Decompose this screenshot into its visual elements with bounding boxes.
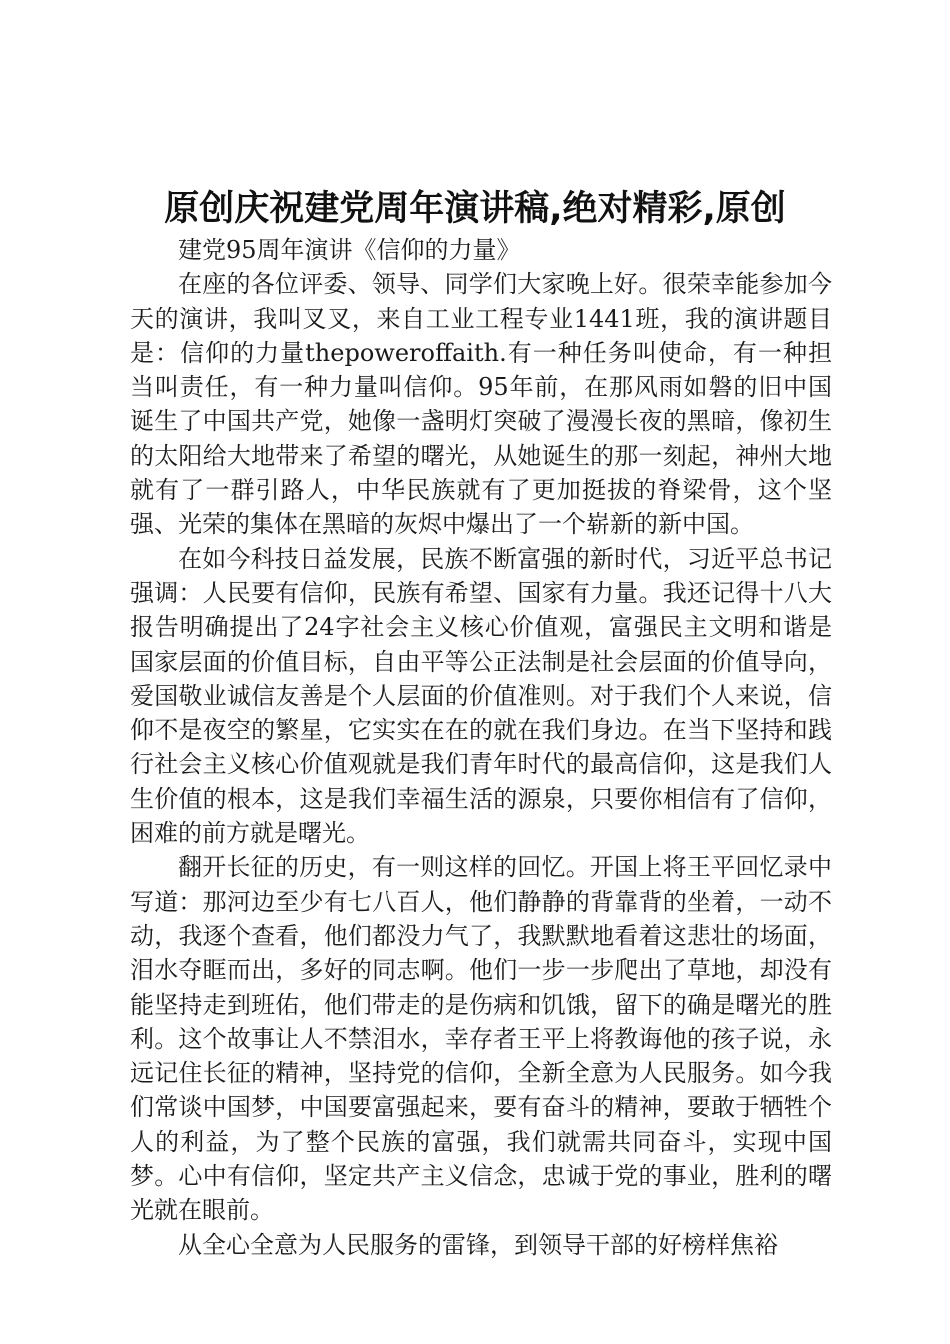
paragraph-4: 从全心全意为人民服务的雷锋，到领导干部的好榜样焦裕: [178, 1230, 778, 1259]
document-subtitle: 建党95周年演讲《信仰的力量》: [178, 236, 521, 264]
paragraph-2: 在如今科技日益发展，民族不断富强的新时代，习近平总书记强调：人民要有信仰，民族有希望、国家有力量。我还记得十八大报告明确提出了24字社会主义核心价值观，富强民主文明和谐是国家层面的价值目标，自由平等公正法制是社会层面的价值导向，爱国敬业诚信友善是个人层面的价值准则。对于我们个人来说，信仰不是夜空的繁星，它实实在在的就在我们身边。在当下坚持和践行社会主义核心价值观就是我们青年时代的最高信仰，这是我们人生价值的根本，这是我们幸福生活的源泉，只要你相信有了信仰，困难的前方就是曙光。: [130, 544, 832, 848]
paragraph-1: 在座的各位评委、领导、同学们大家晚上好。很荣幸能参加今天的演讲，我叫叉叉，来自工业工程专业1441班，我的演讲题目是：信仰的力量thepoweroffaith.有一种任务叫使命，有一种担当叫责任，有一种力量叫信仰。95年前，在那风雨如磐的旧中国诞生了中国共产党，她像一盏明灯突破了漫漫长夜的黑暗，像初生的太阳给大地带来了希望的曙光，从她诞生的那一刻起，神州大地就有了一群引路人，中华民族就有了更加挺拔的脊梁骨，这个坚强、光荣的集体在黑暗的灰烬中爆出了一个崭新的新中国。: [130, 270, 832, 539]
document-title: 原创庆祝建党周年演讲稿,绝对精彩,原创: [164, 189, 786, 229]
paragraph-3: 翻开长征的历史，有一则这样的回忆。开国上将王平回忆录中写道：那河边至少有七八百人，他们静静的背靠背的坐着，一动不动，我逐个查看，他们都没力气了，我默默地看着这悲壮的场面，泪水夺眶而出，多好的同志啊。他们一步一步爬出了草地，却没有能坚持走到班佑，他们带走的是伤病和饥饿，留下的确是曙光的胜利。这个故事让人不禁泪水，幸存者王平上将教诲他的孩子说，永远记住长征的精神，坚持党的信仰，全新全意为人民服务。如今我们常谈中国梦，中国要富强起来，要有奋斗的精神，要敢于牺牲个人的利益，为了整个民族的富强，我们就需共同奋斗，实现中国梦。心中有信仰，坚定共产主义信念，忠诚于党的事业，胜利的曙光就在眼前。: [130, 853, 832, 1225]
document-body: [130, 233, 832, 1262]
